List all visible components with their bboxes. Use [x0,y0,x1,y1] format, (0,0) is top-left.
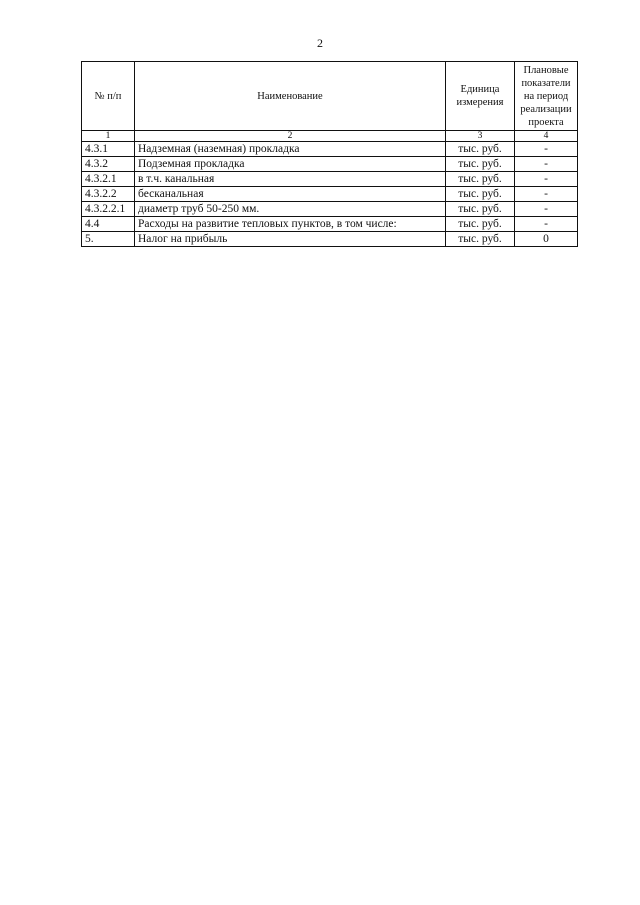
column-index-2: 2 [135,131,446,142]
row-unit: тыс. руб. [446,217,515,232]
row-name: Расходы на развитие тепловых пунктов, в том числе: [135,217,446,232]
header-num: № п/п [82,62,135,131]
table-row [82,157,578,172]
row-number: 4.3.2.2.1 [82,202,135,217]
row-name: Налог на прибыль [135,232,446,247]
row-unit: тыс. руб. [446,232,515,247]
column-index-4: 4 [515,131,578,142]
row-number: 4.3.2.1 [82,172,135,187]
row-value: - [515,157,578,172]
table-body [82,131,578,247]
row-unit: тыс. руб. [446,187,515,202]
row-unit: тыс. руб. [446,172,515,187]
row-value: - [515,217,578,232]
row-number: 4.3.2 [82,157,135,172]
row-name: диаметр труб 50-250 мм. [135,202,446,217]
table-header [82,62,578,131]
table-row [82,172,578,187]
row-unit: тыс. руб. [446,142,515,157]
row-value: - [515,172,578,187]
table-row [82,187,578,202]
row-unit: тыс. руб. [446,202,515,217]
row-number: 5. [82,232,135,247]
page-number: 2 [317,36,323,50]
table-row [82,217,578,232]
column-index-1: 1 [82,131,135,142]
column-index-3: 3 [446,131,515,142]
row-name: бесканальная [135,187,446,202]
header-row [82,62,578,131]
row-number: 4.3.1 [82,142,135,157]
row-name: в т.ч. канальная [135,172,446,187]
header-name: Наименование [135,62,446,131]
row-unit: тыс. руб. [446,157,515,172]
table-row [82,232,578,247]
header-unit: Единица измерения [446,62,515,131]
row-number: 4.4 [82,217,135,232]
header-plan: Плановые показатели на период реализации проекта [515,62,578,131]
row-value: - [515,202,578,217]
row-name: Надземная (наземная) прокладка [135,142,446,157]
row-value: - [515,187,578,202]
row-value: 0 [515,232,578,247]
column-index-row [82,131,578,142]
row-number: 4.3.2.2 [82,187,135,202]
row-value: - [515,142,578,157]
row-name: Подземная прокладка [135,157,446,172]
plan-indicators-table [81,61,578,247]
table-row [82,142,578,157]
table-row [82,202,578,217]
